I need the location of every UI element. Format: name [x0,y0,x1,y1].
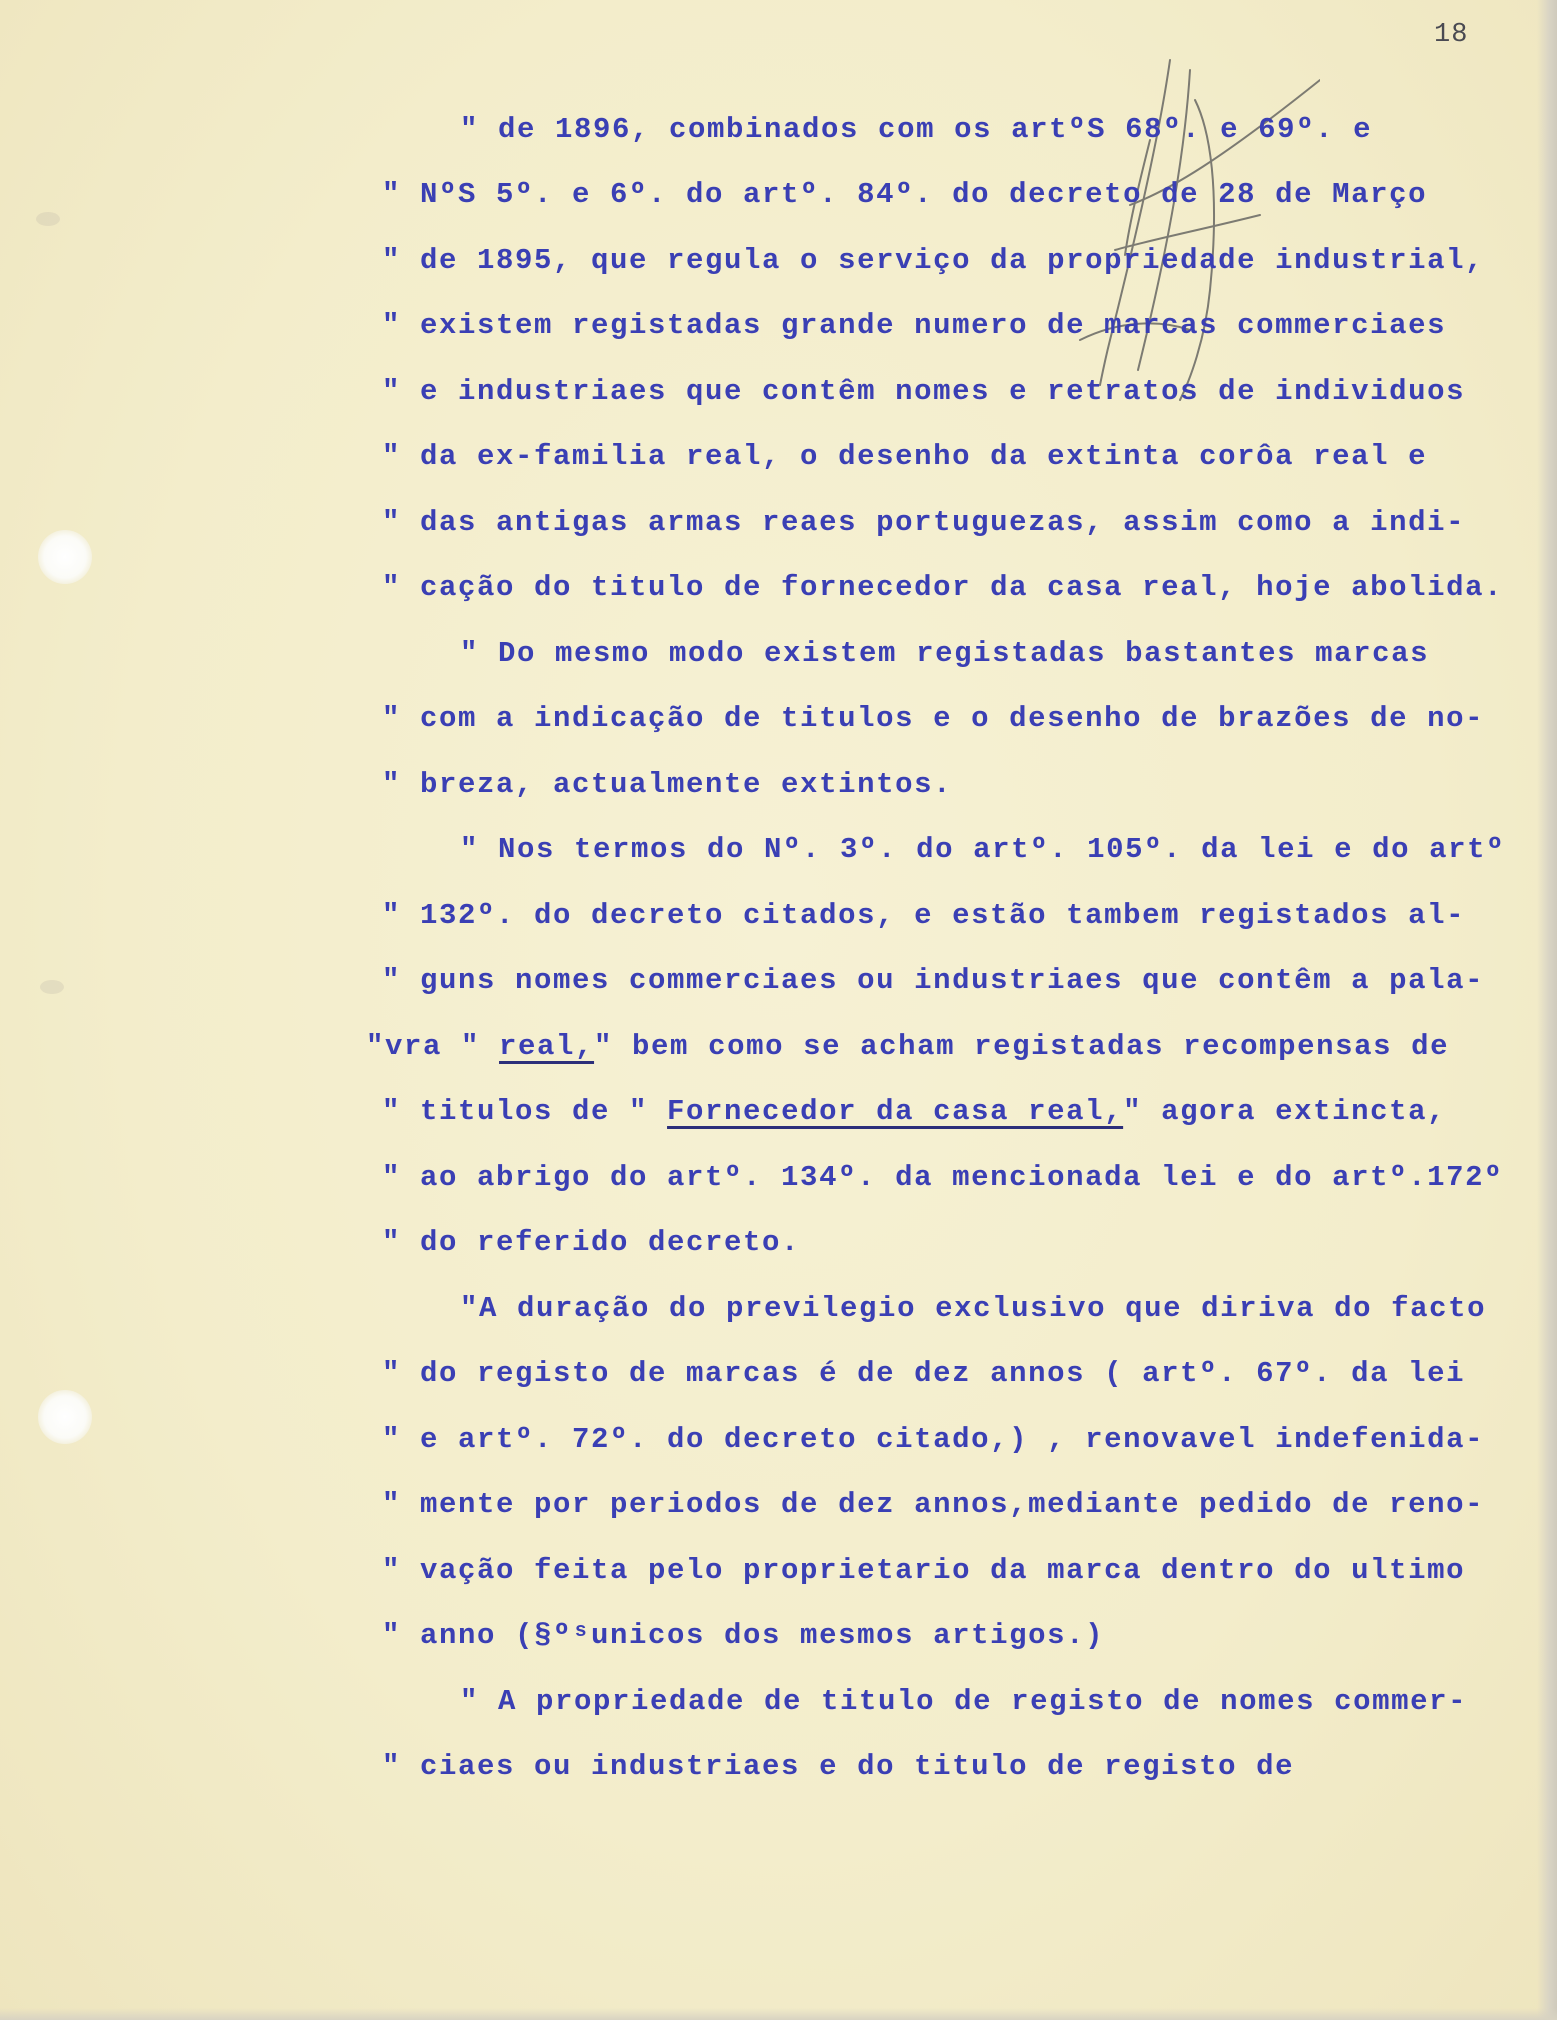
text-line: " breza, actualmente extintos. [382,768,953,801]
text-line: " mente por periodos de dez annos,mediante pedido de reno- [382,1488,1485,1521]
text-line: " ao abrigo do artº. 134º. da mencionada lei e do artº.172º [382,1161,1504,1194]
text-line: "A duração do previlegio exclusivo que diriva do facto [460,1292,1487,1325]
text-line: " NºS 5º. e 6º. do artº. 84º. do decreto de 28 de Março [382,178,1428,211]
text-segment: " bem como se acham registadas recompensas de [594,1030,1450,1063]
text-line: " guns nomes commerciaes ou industriaes que contêm a pala- [382,964,1485,997]
text-line: " Nos termos do Nº. 3º. do artº. 105º. da lei e do artº [460,833,1506,866]
text-line: " com a indicação de titulos e o desenho de brazões de no- [382,702,1485,735]
text-line: " anno (§ºˢunicos dos mesmos artigos.) [382,1619,1105,1652]
text-line: " do registo de marcas é de dez annos ( artº. 67º. da lei [382,1357,1466,1390]
text-line [382,1094,1446,1130]
paper-mark [40,980,64,994]
text-line: " 132º. do decreto citados, e estão tambem registados al- [382,899,1466,932]
text-line: " cação do titulo de fornecedor da casa real, hoje abolida. [382,571,1504,604]
page-edge-shadow [1537,0,1557,2020]
text-line: " de 1895, que regula o serviço da propriedade industrial, [382,244,1485,277]
paper-mark [36,212,60,226]
text-line [366,1029,1449,1065]
text-segment: " agora extincta, [1123,1095,1447,1128]
text-line: " e industriaes que contêm nomes e retratos de individuos [382,375,1466,408]
punch-hole-upper [38,530,92,584]
text-segment: " titulos de " [382,1095,668,1128]
page-bottom-shadow [0,2008,1557,2020]
underlined-word: real, [499,1030,595,1063]
text-line: " existem registadas grande numero de marcas commerciaes [382,309,1447,342]
text-line: " A propriedade de titulo de registo de nomes commer- [460,1685,1468,1718]
text-line: " da ex-familia real, o desenho da extinta corôa real e [382,440,1428,473]
text-line: " e artº. 72º. do decreto citado,) , renovavel indefenida- [382,1423,1485,1456]
page-number: 18 [1434,20,1469,50]
punch-hole-lower [38,1390,92,1444]
text-line: " do referido decreto. [382,1226,801,1259]
underlined-phrase: Fornecedor da casa real, [667,1095,1124,1128]
text-segment: "vra " [366,1030,500,1063]
text-line: " Do mesmo modo existem registadas bastantes marcas [460,637,1430,670]
text-line: " de 1896, combinados com os artºS 68º. e 69º. e [460,113,1373,146]
text-line: " vação feita pelo proprietario da marca dentro do ultimo [382,1554,1466,1587]
text-line: " ciaes ou industriaes e do titulo de registo de [382,1750,1295,1783]
text-line: " das antigas armas reaes portuguezas, assim como a indi- [382,506,1466,539]
pencil-signature-icon [1020,40,1320,420]
